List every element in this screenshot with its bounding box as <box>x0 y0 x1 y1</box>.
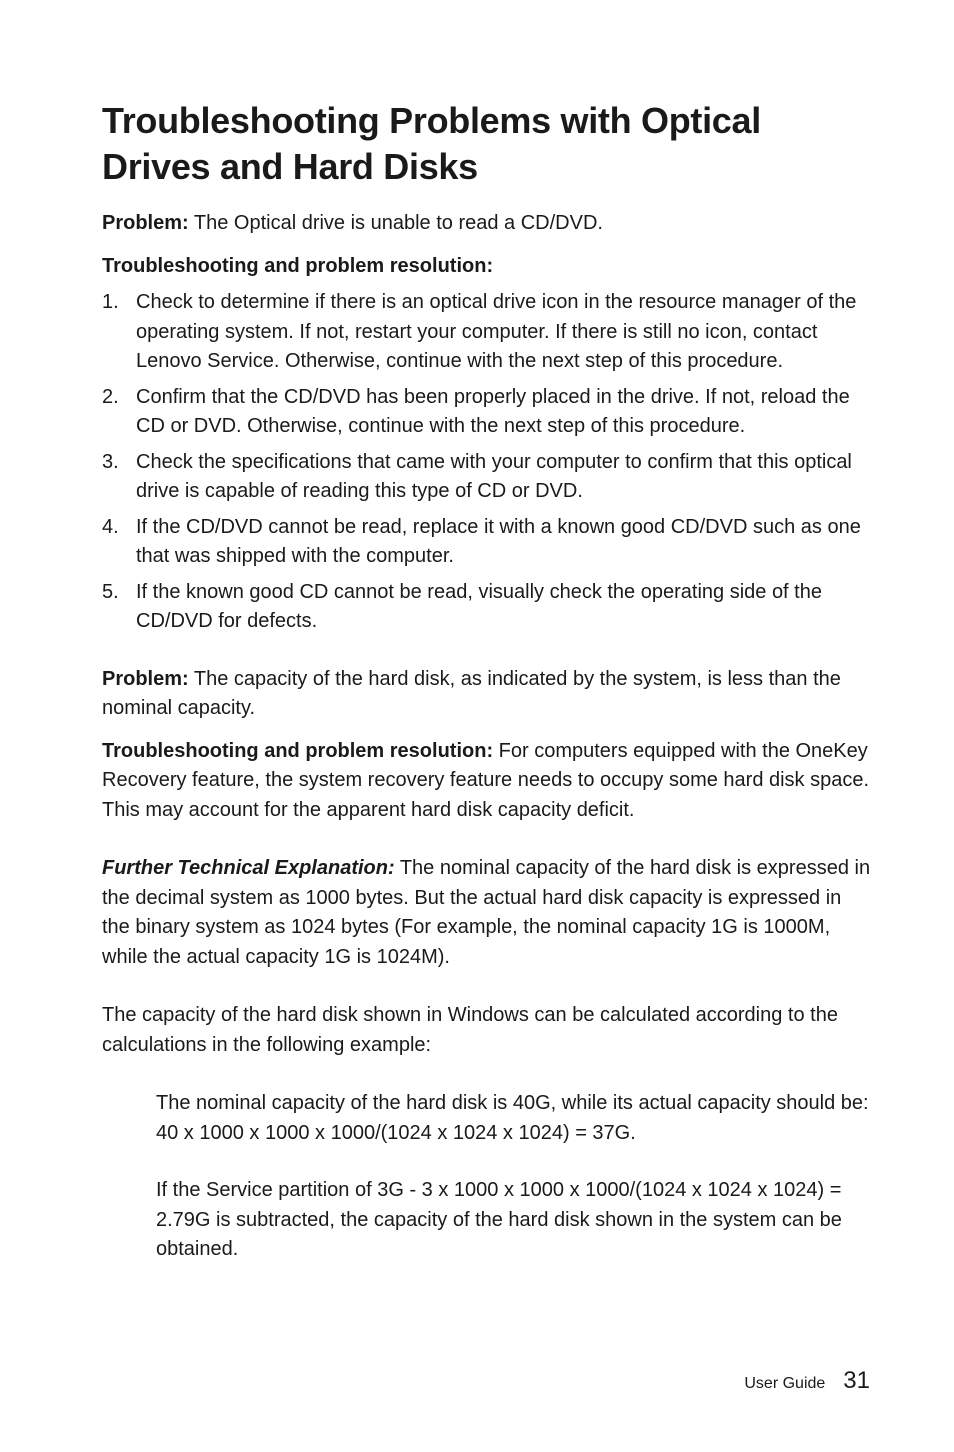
problem-1-text: The Optical drive is unable to read a CD/DVD. <box>188 212 603 234</box>
resolution-steps <box>102 288 872 637</box>
list-item <box>102 383 872 442</box>
page-number: 31 <box>843 1367 870 1394</box>
step-text: If the known good CD cannot be read, visually check the operating side of the CD/DVD for defects. <box>136 580 822 632</box>
resolution-2-label: Troubleshooting and problem resolution: <box>102 739 494 762</box>
problem-2-text: The capacity of the hard disk, as indicated by the system, is less than the nominal capacity. <box>102 667 841 719</box>
resolution-2-text: For computers equipped with the OneKey Recovery feature, the system recovery feature needs to occupy some hard disk space. This may account for the apparent hard disk capacity deficit. <box>102 739 870 821</box>
problem-2 <box>102 665 872 724</box>
problem-2-label: Problem: <box>102 667 189 690</box>
step-number: 3. <box>102 450 119 473</box>
page-footer <box>744 1367 870 1395</box>
windows-capacity-paragraph: The capacity of the hard disk shown in Windows can be calculated according to the calculations in the following example: <box>102 1004 838 1056</box>
example-nominal-capacity: The nominal capacity of the hard disk is 40G, while its actual capacity should be: 40 x 1000 x 1000 x 1000/(1024 x 1024 x 1024) = 37G. <box>156 1092 869 1144</box>
problem-1 <box>102 209 872 239</box>
step-number: 1. <box>102 291 119 313</box>
further-explanation-text: The nominal capacity of the hard disk is expressed in the decimal system as 1000 bytes. But the actual hard disk capacity is expressed in the binary system as 1024 bytes (For example, the nominal capacity 1G is 1000M, while the actual capacity 1G is 1024M). <box>102 857 871 968</box>
step-text: Confirm that the CD/DVD has been properly placed in the drive. If not, reload the CD or DVD. Otherwise, continue with the next step of this procedure. <box>136 385 850 437</box>
step-number: 5. <box>102 580 119 603</box>
step-text: Check to determine if there is an optical drive icon in the resource manager of the operating system. If not, restart your computer. If there is still no icon, contact Lenovo Service. Otherwise, continue with the next step of this procedure. <box>136 291 857 372</box>
list-item <box>102 578 872 637</box>
document-page <box>102 98 872 1265</box>
step-number: 2. <box>102 385 119 408</box>
list-item <box>102 513 872 572</box>
step-text: Check the specifications that came with your computer to confirm that this optical drive is capable of reading this type of CD or DVD. <box>136 450 852 502</box>
step-text: If the CD/DVD cannot be read, replace it with a known good CD/DVD such as one that was shipped with the computer. <box>136 515 861 567</box>
resolution-1-heading: Troubleshooting and problem resolution: <box>102 254 494 277</box>
footer-label: User Guide <box>744 1375 826 1392</box>
example-service-partition: If the Service partition of 3G - 3 x 1000 x 1000 x 1000/(1024 x 1024 x 1024) = 2.79G is subtracted, the capacity of the hard disk shown in the system can be obtained. <box>156 1179 842 1260</box>
resolution-2 <box>102 737 872 826</box>
list-item <box>102 288 872 377</box>
page-title: Troubleshooting Problems with Optical Drives and Hard Disks <box>102 100 761 187</box>
further-explanation-label: Further Technical Explanation: <box>102 857 395 879</box>
further-explanation <box>102 854 872 972</box>
step-number: 4. <box>102 515 119 538</box>
problem-1-label: Problem: <box>102 212 189 234</box>
list-item <box>102 448 872 507</box>
